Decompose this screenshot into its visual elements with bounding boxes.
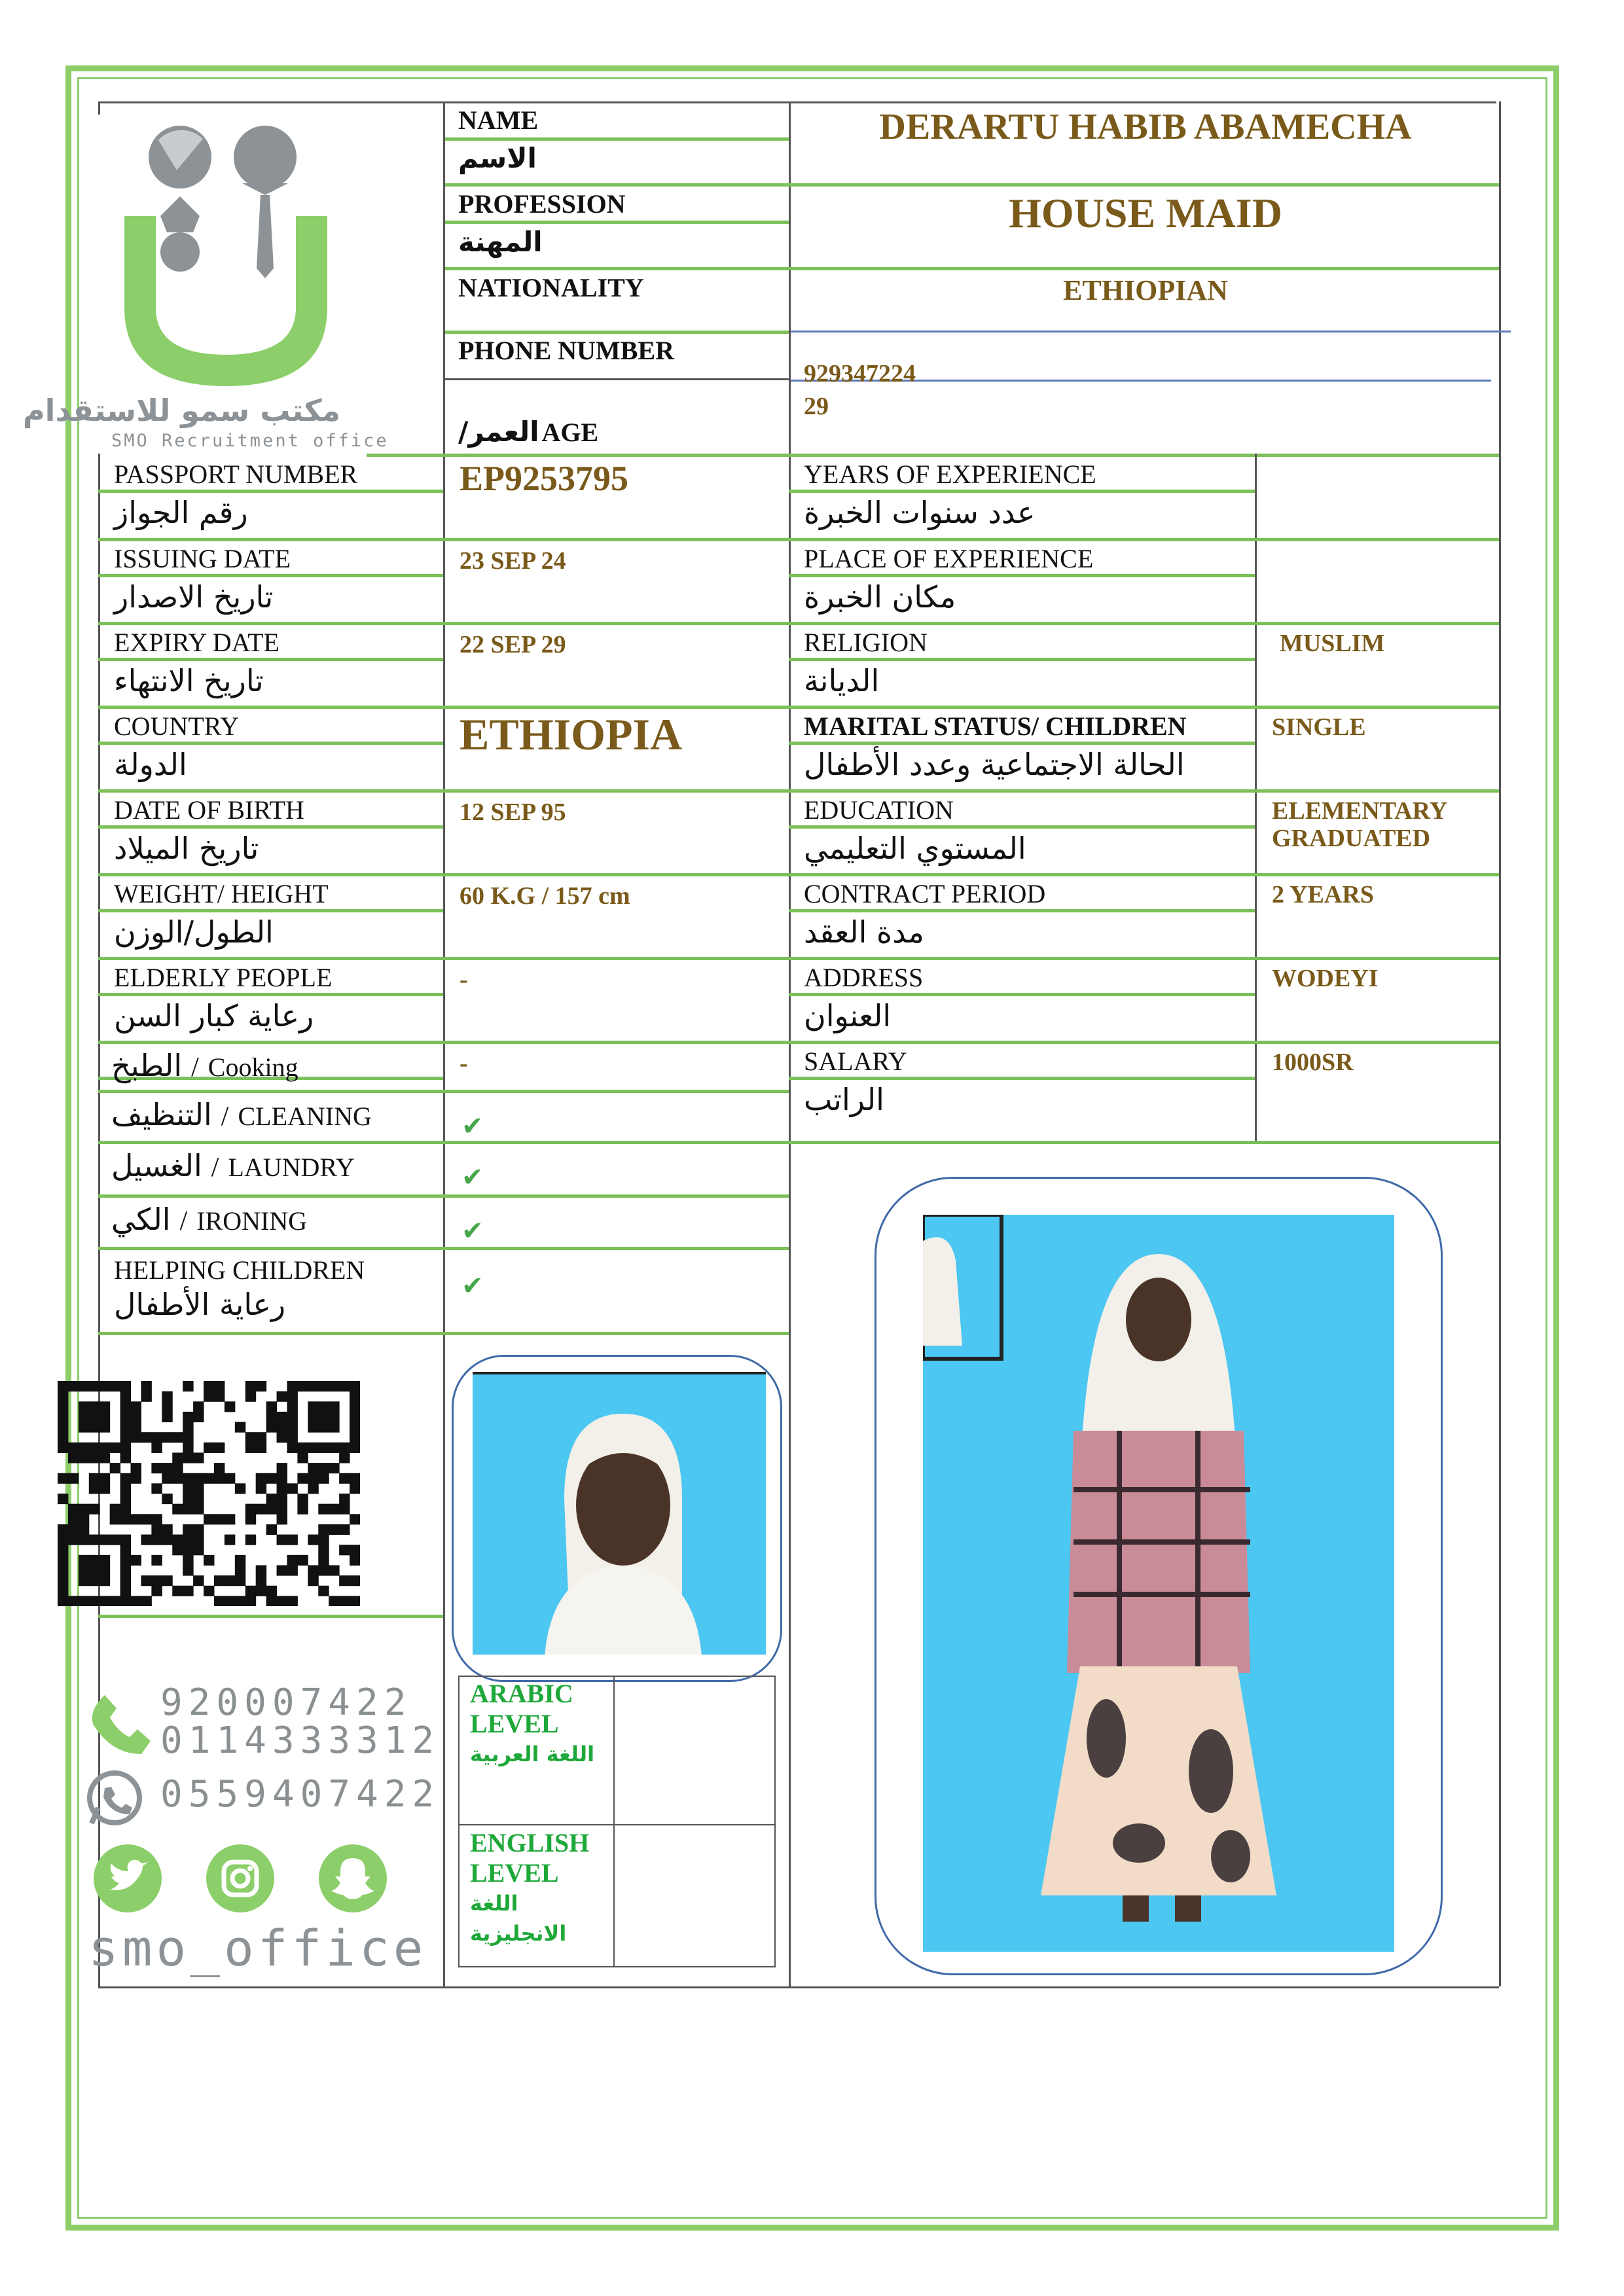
row-value: EP9253795 <box>460 459 629 498</box>
row-label: EXPIRY DATE <box>114 628 280 657</box>
grid-line <box>789 1077 1255 1080</box>
grid-line <box>1255 1141 1499 1144</box>
grid-line <box>613 1676 615 1967</box>
skill-label-ar: التنظيف <box>111 1097 212 1132</box>
skill-label-ar: رعاية الأطفال <box>114 1287 286 1322</box>
profession-label-ar: المهنة <box>458 226 543 258</box>
grid-line <box>445 378 789 380</box>
profession-label: PROFESSION <box>458 189 626 219</box>
check-icon: ✔ <box>461 1271 484 1300</box>
row-label: PLACE OF EXPERIENCE <box>804 544 1094 573</box>
skill-label-group <box>111 1049 298 1083</box>
row-label: WEIGHT/ HEIGHT <box>114 879 329 908</box>
row-label-ar: رقم الجواز <box>114 495 248 530</box>
grid-line <box>98 957 1499 960</box>
row-label: MARITAL STATUS/ CHILDREN <box>804 711 1187 741</box>
portrait-photo <box>473 1372 766 1655</box>
age-value: 29 <box>804 393 829 420</box>
snapchat-icon[interactable] <box>317 1842 389 1914</box>
logo-arabic-name: مكتب سمو للاستقدام <box>22 393 340 428</box>
row-value: 22 SEP 29 <box>460 631 566 658</box>
skill-label-ar: الكي <box>111 1202 171 1237</box>
grid-line <box>445 221 789 224</box>
row-value: 23 SEP 24 <box>460 547 566 575</box>
grid-line <box>98 1986 1499 1988</box>
grid-line <box>367 454 1499 457</box>
skill-label: LAUNDRY <box>228 1153 355 1182</box>
grid-line <box>98 574 443 577</box>
grid-line <box>789 993 1255 996</box>
row-label: DATE OF BIRTH <box>114 795 304 825</box>
grid-line <box>445 183 1499 187</box>
grid-line <box>98 1041 1499 1044</box>
nationality-value: ETHIOPIAN <box>1063 274 1228 306</box>
row-label-ar: العنوان <box>804 998 892 1033</box>
grid-line <box>458 1824 776 1825</box>
logo-mark-icon <box>111 118 340 399</box>
full-body-photo <box>923 1215 1394 1952</box>
grid-line <box>98 706 1499 709</box>
skill-separator: / <box>221 1102 229 1132</box>
twitter-icon[interactable] <box>92 1842 164 1914</box>
row-label-ar: الديانة <box>804 663 880 698</box>
row-label: YEARS OF EXPERIENCE <box>804 459 1096 489</box>
skill-separator: / <box>179 1206 188 1236</box>
grid-line <box>789 490 1255 493</box>
row-value: 2 YEARS <box>1272 881 1374 908</box>
grid-line <box>98 101 100 115</box>
grid-line <box>98 622 1499 625</box>
language-label-ar: اللغة العربية <box>470 1742 595 1767</box>
row-label-ar: الراتب <box>804 1082 884 1117</box>
grid-line <box>98 1615 443 1618</box>
age-label-group <box>458 416 598 448</box>
grid-line <box>98 538 1499 541</box>
row-label-ar: مكان الخبرة <box>804 579 956 615</box>
grid-line <box>789 825 1255 829</box>
grid-line <box>443 101 445 1986</box>
language-label <box>470 1828 607 1948</box>
skill-label: Cooking <box>208 1052 298 1082</box>
grid-line <box>98 1090 789 1093</box>
row-value: SINGLE <box>1272 713 1366 741</box>
check-icon: ✔ <box>461 1216 484 1246</box>
skill-label-ar: الغسيل <box>111 1148 202 1183</box>
row-value: 60 K.G / 157 cm <box>460 882 630 910</box>
qr-code-icon <box>58 1381 360 1606</box>
row-label-ar: رعاية كبار السن <box>114 998 314 1033</box>
grid-line <box>98 490 443 493</box>
contact-phone2: 0114333312 <box>160 1719 441 1762</box>
phone-label: PHONE NUMBER <box>458 336 674 365</box>
language-label <box>470 1679 607 1769</box>
row-value: 12 SEP 95 <box>460 798 566 826</box>
row-label: COUNTRY <box>114 711 240 741</box>
grid-line <box>98 101 1496 103</box>
row-value: ETHIOPIA <box>460 709 683 759</box>
row-value: MUSLIM <box>1280 630 1385 657</box>
language-label-en: ENGLISH LEVEL <box>470 1828 590 1888</box>
row-label-ar: تاريخ الانتهاء <box>114 663 264 698</box>
row-label: RELIGION <box>804 628 928 657</box>
row-label: EDUCATION <box>804 795 954 825</box>
grid-line <box>98 1332 789 1335</box>
language-label-ar: اللغة الانجليزية <box>470 1891 567 1946</box>
row-label-ar: الدولة <box>114 747 187 782</box>
grid-line <box>98 873 1499 876</box>
logo-english-name: SMO Recruitment office <box>111 431 389 451</box>
row-label: ISSUING DATE <box>114 544 291 573</box>
grid-line <box>1499 101 1501 1986</box>
row-value: - <box>460 966 468 994</box>
skill-label: HELPING CHILDREN <box>114 1255 365 1285</box>
whatsapp-icon <box>85 1768 144 1827</box>
skill-label-group <box>111 1149 355 1183</box>
grid-line <box>98 825 443 829</box>
row-label-ar: تاريخ الميلاد <box>114 831 259 866</box>
row-label-ar: مدة العقد <box>804 914 924 950</box>
age-label: AGE <box>541 418 599 447</box>
row-value: WODEYI <box>1272 965 1379 992</box>
company-logo <box>22 118 389 458</box>
row-label: SALARY <box>804 1047 907 1076</box>
language-label-en: ARABIC LEVEL <box>470 1679 573 1738</box>
grid-line <box>98 789 1499 793</box>
nationality-label: NATIONALITY <box>458 273 644 302</box>
row-value: 1000SR <box>1272 1049 1354 1076</box>
grid-line <box>791 331 1511 332</box>
grid-line <box>1255 454 1257 1141</box>
grid-line <box>789 658 1255 661</box>
grid-line <box>98 1194 789 1198</box>
grid-line <box>789 742 1255 745</box>
grid-line <box>789 574 1255 577</box>
grid-line <box>98 742 443 745</box>
grid-line <box>789 101 791 1986</box>
skill-separator: / <box>211 1153 219 1183</box>
grid-line <box>98 993 443 996</box>
grid-line <box>98 1247 789 1250</box>
grid-line <box>445 331 789 334</box>
phone-icon <box>85 1689 157 1761</box>
grid-line <box>98 909 443 912</box>
row-label-ar: المستوي التعليمي <box>804 831 1026 866</box>
age-label-ar: العمر/ <box>458 416 539 448</box>
row-label-ar: عدد سنوات الخبرة <box>804 495 1036 530</box>
skill-label: CLEANING <box>238 1102 372 1131</box>
check-icon: ✔ <box>461 1162 484 1192</box>
skill-separator: / <box>191 1052 199 1083</box>
row-label: CONTRACT PERIOD <box>804 879 1046 908</box>
grid-line <box>98 658 443 661</box>
check-icon: ✔ <box>461 1111 484 1141</box>
row-label: ADDRESS <box>804 963 924 992</box>
name-label-ar: الاسم <box>458 142 537 174</box>
skill-label-ar: الطبخ <box>111 1048 183 1083</box>
row-value: ELEMENTARY GRADUATED <box>1272 797 1447 852</box>
grid-line <box>445 137 789 141</box>
contact-whatsapp: 0559407422 <box>160 1773 441 1816</box>
row-label: ELDERLY PEOPLE <box>114 963 333 992</box>
grid-line <box>789 909 1255 912</box>
grid-line <box>445 267 1499 270</box>
row-label-ar: تاريخ الاصدار <box>114 579 274 615</box>
contact-handle: smo_office <box>88 1919 427 1977</box>
contact-phone1: 920007422 <box>160 1681 412 1724</box>
phone-value: 929347224 <box>804 360 916 387</box>
row-label-ar: الحالة الاجتماعية وعدد الأطفال <box>804 747 1185 782</box>
skill-label-group <box>111 1202 307 1237</box>
name-label: NAME <box>458 105 539 135</box>
row-label: PASSPORT NUMBER <box>114 459 358 489</box>
row-label-ar: الطول/الوزن <box>114 914 274 950</box>
profession-value: HOUSE MAID <box>1009 190 1282 236</box>
skill-value: - <box>460 1050 468 1077</box>
skill-label-group <box>111 1098 372 1132</box>
name-value: DERARTU HABIB ABAMECHA <box>879 107 1412 147</box>
skill-label: IRONING <box>196 1206 308 1236</box>
instagram-icon[interactable] <box>204 1842 276 1914</box>
